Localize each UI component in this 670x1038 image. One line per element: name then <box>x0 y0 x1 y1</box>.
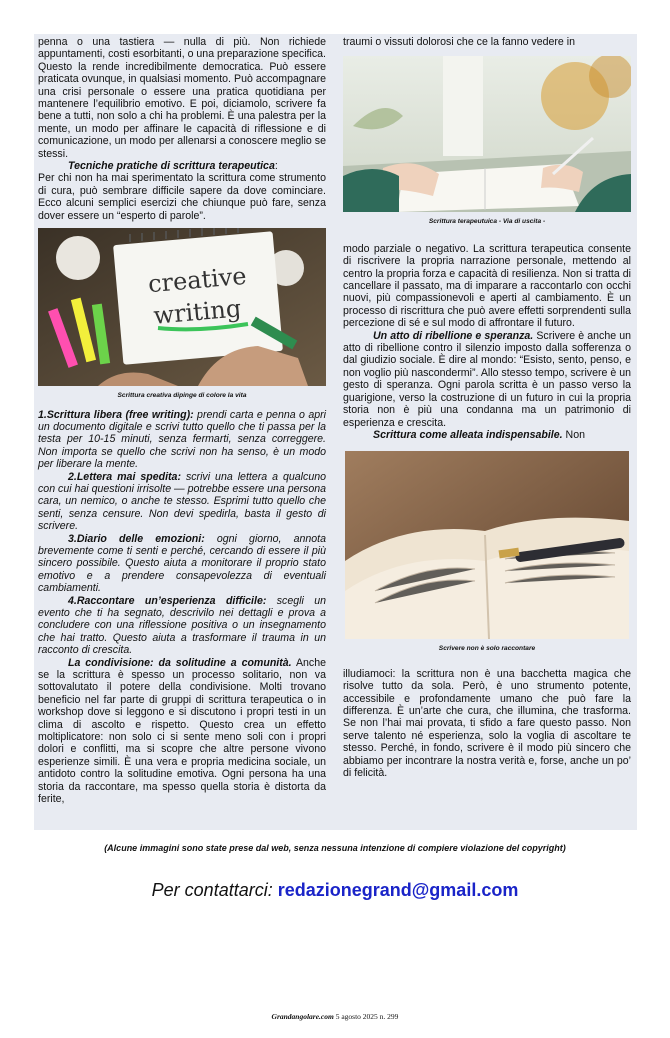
contact-email-link[interactable]: redazionegrand@gmail.com <box>277 880 519 900</box>
page-footer <box>0 1012 670 1021</box>
creative-writing-illustration <box>38 228 326 386</box>
footer-date-issue: 5 agosto 2025 n. 299 <box>333 1012 399 1021</box>
right-paragraph-main: modo parziale o negativo. La scrittura terapeutica consente di riscrivere la propria narrazione personale, mettendo al centro la propria forza e capacità di resilienza. Non si tratta di cancellare il passato, ma di imparare a raccontarlo con occhi nuovi, più compassionevoli e aperti al cambiamento. È un processo di riscrittura che può avere effetti sorprendenti sulla percezione di sé e sul modo di affrontare il futuro. <box>343 242 631 330</box>
left-paragraph-intro: penna o una tastiera — nulla di più. Non richiede appuntamenti, costi esorbitanti, o una preparazione specifica. Questo la rende incredibilmente democratica. Può essere praticata ovunque, in qualsiasi momento. Può accompagnare una crisi personale o essere una pratica quotidiana per mantenere l’equilibrio emotivo. E poi, diciamolo, scrivere fa bene a tutti, non solo a chi ha problemi. È una palestra per la mente, un modo per affinare le capacità di riflessione e di comunicazione, un modo per allenarsi a conoscere meglio se stessi. <box>38 36 326 160</box>
therapeutic-writing-image <box>343 56 631 212</box>
section-condivisione: La condivisione: da solitudine a comunità. Anche se la scrittura è spesso un processo solitario, non va sottovalutato il potere della condivisione. Molti trovano beneficio nel far parte di gruppi di scrittura terapeutica o in workshop dove si leggono e si discutono i propri testi in un clima di ascolto e rispetto. Questo crea un effetto moltiplicatore: non solo ci si sente meno soli con i propri dolori e conflitti, ma si scopre che altre persone vivono esperienze simili. È una vera e propria medicina sociale, un antidoto contro la solitudine emotiva. Ogni persona ha una storia da raccontare, ma spesso quella storia è distorta da ferite, <box>38 656 326 806</box>
left-column <box>38 36 326 806</box>
right-paragraph-final: illudiamoci: la scrittura non è una bacchetta magica che risolve tutto da sola. Però, è uno strumento potente, accessibile e profondamente umano che può fare la differenza. È un’arte che cura, che illumina, che trasforma. Se non l’hai mai provata, ti sfido a fare questo passo. Non serve talento né esperienza, solo la voglia di ascoltare te stesso. Perché, in fondo, scrivere è il modo più sincero che abbiamo per incontrare la nostra verità e, forse, anche un po’ di felicità. <box>343 667 631 779</box>
section-ribellione: Un atto di ribellione e speranza. Scrivere è anche un atto di ribellione contro il silenzio imposto dalla sofferenza o dal giudizio sociale. È dire al mondo: “Esisto, sento, penso, e non voglio più nascondermi”. Allo stesso tempo, scrivere è un gesto di speranza. Ogni parola scritta è un passo verso la guarigione, verso la costruzione di un futuro in cui la propria storia non è più una condanna ma un patrimonio di esperienza e crescita. <box>343 329 631 429</box>
section-heading-techniques: Tecniche pratiche di scrittura terapeutica: <box>68 160 278 173</box>
footer-site: Grandangolare.com <box>271 1012 334 1021</box>
image-word-creative: creative <box>147 261 248 299</box>
caption-notebook: Scrivere non è solo raccontare <box>438 645 536 653</box>
section-alleata: Scrittura come alleata indispensabile. Non <box>373 428 585 441</box>
contact-label: Per contattarci: <box>151 880 273 900</box>
technique-item-2: 2.Lettera mai spedita: scrivi una lettera a qualcuno con cui hai questioni irrisolte — potrebbe essere una persona cara, un nemico, o anche te stesso. Esprimi tutto quello che senti, senza censure. Non devi spedirla, basta il gesto di scrivere. <box>38 470 326 533</box>
caption-therapeutic-writing: Scrittura terapeutuica - Via di uscita - <box>428 218 546 226</box>
right-paragraph-continued: traumi o vissuti dolorosi che ce la fanno vedere in <box>343 36 576 48</box>
notebook-pen-image <box>345 451 629 639</box>
image-word-writing: writing <box>152 294 243 330</box>
contact-line <box>0 880 670 901</box>
right-column-top <box>343 36 631 779</box>
technique-item-3: 3.Diario delle emozioni: ogni giorno, annota brevemente come ti senti e perché, cercando di essere il più sincero possibile. Questo aiuta a monitorare il proprio stato emotivo e a prendere consapevolezza di eventuali cambiamenti. <box>38 532 326 595</box>
technique-item-1: 1.Scrittura libera (free writing): prendi carta e penna o apri un documento digitale e scrivi tutto quello che ti passa per la testa per 10-15 minuti, senza fermarti, senza correggere. Non importa se quello che scrivi non ha senso, è un modo per liberare la mente. <box>38 408 326 471</box>
therapeutic-writing-illustration <box>343 56 631 212</box>
notebook-pen-illustration <box>345 451 629 639</box>
technique-item-4: 4.Raccontare un’esperienza difficile: scegli un evento che ti ha segnato, descrivilo nei dettagli e prova a concludere con una riflessione positiva o un insegnamento che hai tratto. Questo aiuta a trasformare il trauma in un racconto di crescita. <box>38 594 326 657</box>
copyright-note: (Alcune immagini sono state prese dal web, senza nessuna intenzione di compiere violazione del copyright) <box>104 843 566 853</box>
creative-writing-image <box>38 228 326 386</box>
caption-creative-writing: Scrittura creativa dipinge di colore la vita <box>117 392 247 400</box>
techniques-intro: Per chi non ha mai sperimentato la scrittura come strumento di cura, può sembrare difficile sapere da dove cominciare. Ecco alcuni semplici esercizi che chiunque può fare, senza dover essere un “esperto di parole”. <box>38 172 326 222</box>
